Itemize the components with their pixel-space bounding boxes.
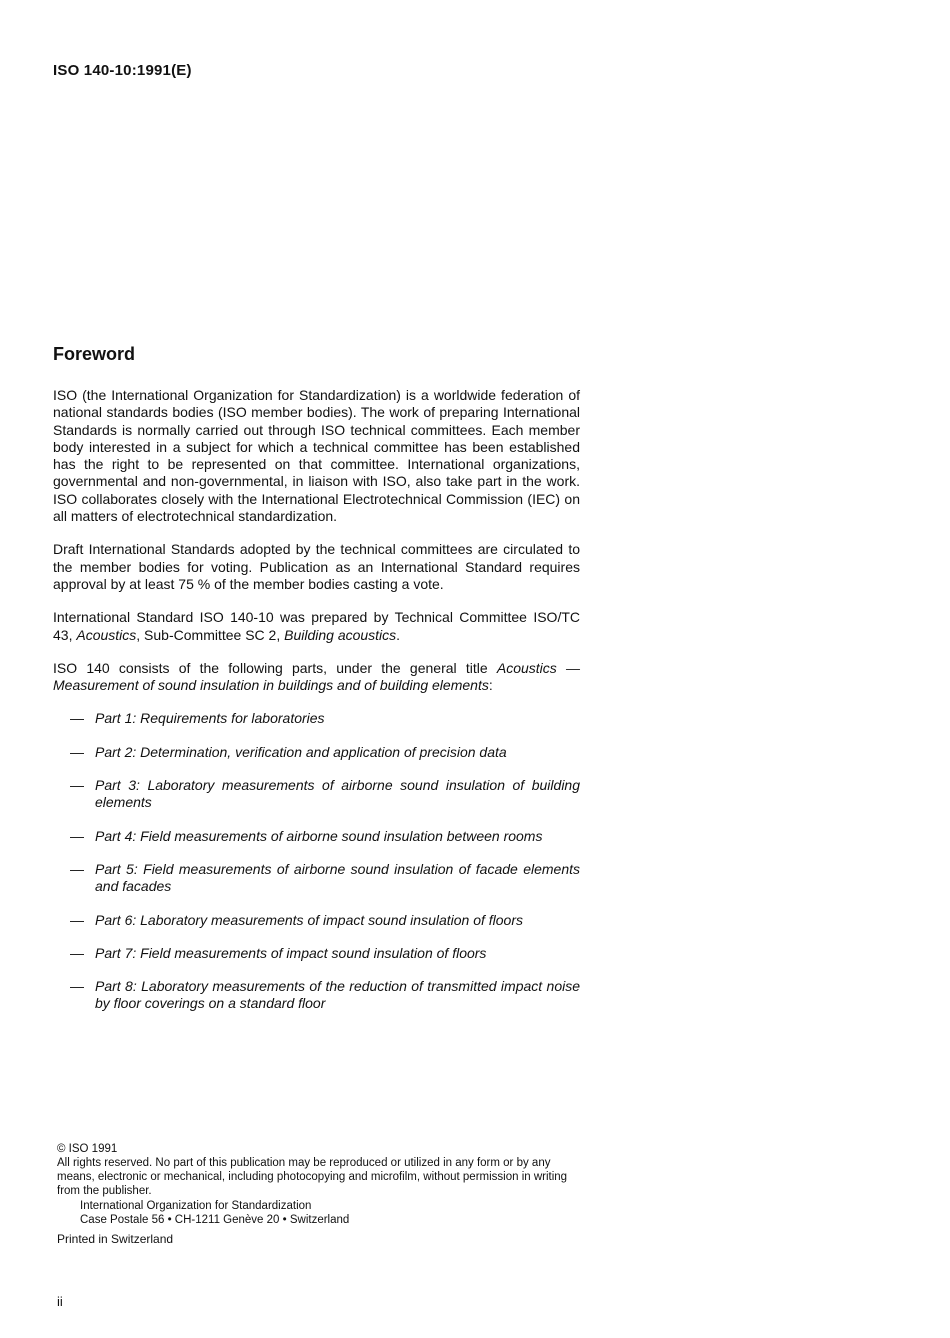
part-label: Part 2: [95,743,137,760]
list-dash: — [70,710,84,727]
part-label: Part 7: [95,944,137,961]
foreword-title: Foreword [53,344,136,364]
paragraph-3-text-mid: , Sub-Committee SC 2, [136,626,285,643]
publisher-postal-address: Case Postale 56 • CH-1211 Genève 20 • Switzerland [80,1214,350,1226]
part-title: Laboratory measurements of impact sound insulation of floors [140,911,524,928]
list-dash: — [70,743,84,760]
subcommittee-name: Building acoustics [284,626,397,643]
page-number: ii [57,1294,63,1309]
list-item [53,744,580,761]
list-dash: — [70,944,84,961]
part-label: Part 1: [95,710,137,727]
committee-name: Acoustics [76,626,137,643]
part-title: Laboratory measurements of the reduction of transmitted impact noise by floor coverings on a standard floor [95,978,581,1012]
foreword-paragraph-1: ISO (the International Organization for Standardization) is a worldwide federation of national standards bodies (ISO member bodies). The work of preparing International Standards is normally carried out through ISO technical committees. Each member body interested in a subject for which a technical committee has been established has the right to be represented on that committee. International organizations, governmental and non-governmental, in liaison with ISO, also take part in the work. ISO collaborates closely with the International Electrotechnical Commission (IEC) on all matters of electrotechnical standardization. [53,387,580,525]
part-title: Laboratory measurements of airborne sound insulation of building elements [95,777,580,811]
part-label: Part 5: [95,860,138,877]
foreword-paragraph-3 [53,609,580,644]
paragraph-3-end: . [396,626,401,643]
part-label: Part 6: [95,911,137,928]
list-dash: — [70,777,84,794]
list-item [53,828,580,845]
list-dash: — [70,827,84,844]
publisher-address [80,1199,349,1227]
list-item [53,945,580,962]
publisher-name: International Organization for Standardization [80,1200,312,1212]
list-item [53,912,580,929]
foreword-paragraph-4 [53,660,580,695]
part-label: Part 4: [95,827,137,844]
parts-list [53,710,580,1012]
document-id: ISO 140-10:1991(E) [53,62,192,79]
printed-in: Printed in Switzerland [57,1232,174,1246]
list-item [53,861,580,896]
list-item [53,978,580,1013]
list-item [53,710,580,727]
paragraph-4-text: ISO 140 consists of the following parts, under the general title [53,659,497,676]
foreword-paragraph-2: Draft International Standards adopted by the technical committees are circulated to the member bodies for voting. Publication as an International Standard requires approval by at least 75 % of the member bodies casting a vote. [53,541,580,592]
copyright-notice: All rights reserved. No part of this publication may be reproduced or utilized in any form or by any means, electronic or mechanical, including photocopying and microfilm, without permission in writing from the publisher. [57,1157,568,1197]
list-dash: — [70,978,84,995]
paragraph-4-end: : [488,677,493,694]
copyright-line: © ISO 1991 [57,1143,118,1155]
general-title: Acoustics — Measurement of sound insulation in buildings and of building elements [53,659,580,694]
part-title: Field measurements of airborne sound insulation between rooms [140,827,543,844]
list-item [53,777,580,812]
paragraph-3-text: International Standard ISO 140-10 was prepared by Technical Committee ISO/TC 43, [53,609,580,643]
part-title: Field measurements of airborne sound insulation of facade elements and facades [95,860,580,895]
part-title: Requirements for laboratories [140,710,325,727]
part-title: Field measurements of impact sound insulation of floors [140,944,487,961]
part-title: Determination, verification and application of precision data [140,743,507,760]
list-dash: — [70,911,84,928]
copyright-block [57,1142,587,1198]
list-dash: — [70,860,84,877]
part-label: Part 3: [95,777,140,794]
part-label: Part 8: [95,978,137,995]
foreword-body [53,387,580,1029]
